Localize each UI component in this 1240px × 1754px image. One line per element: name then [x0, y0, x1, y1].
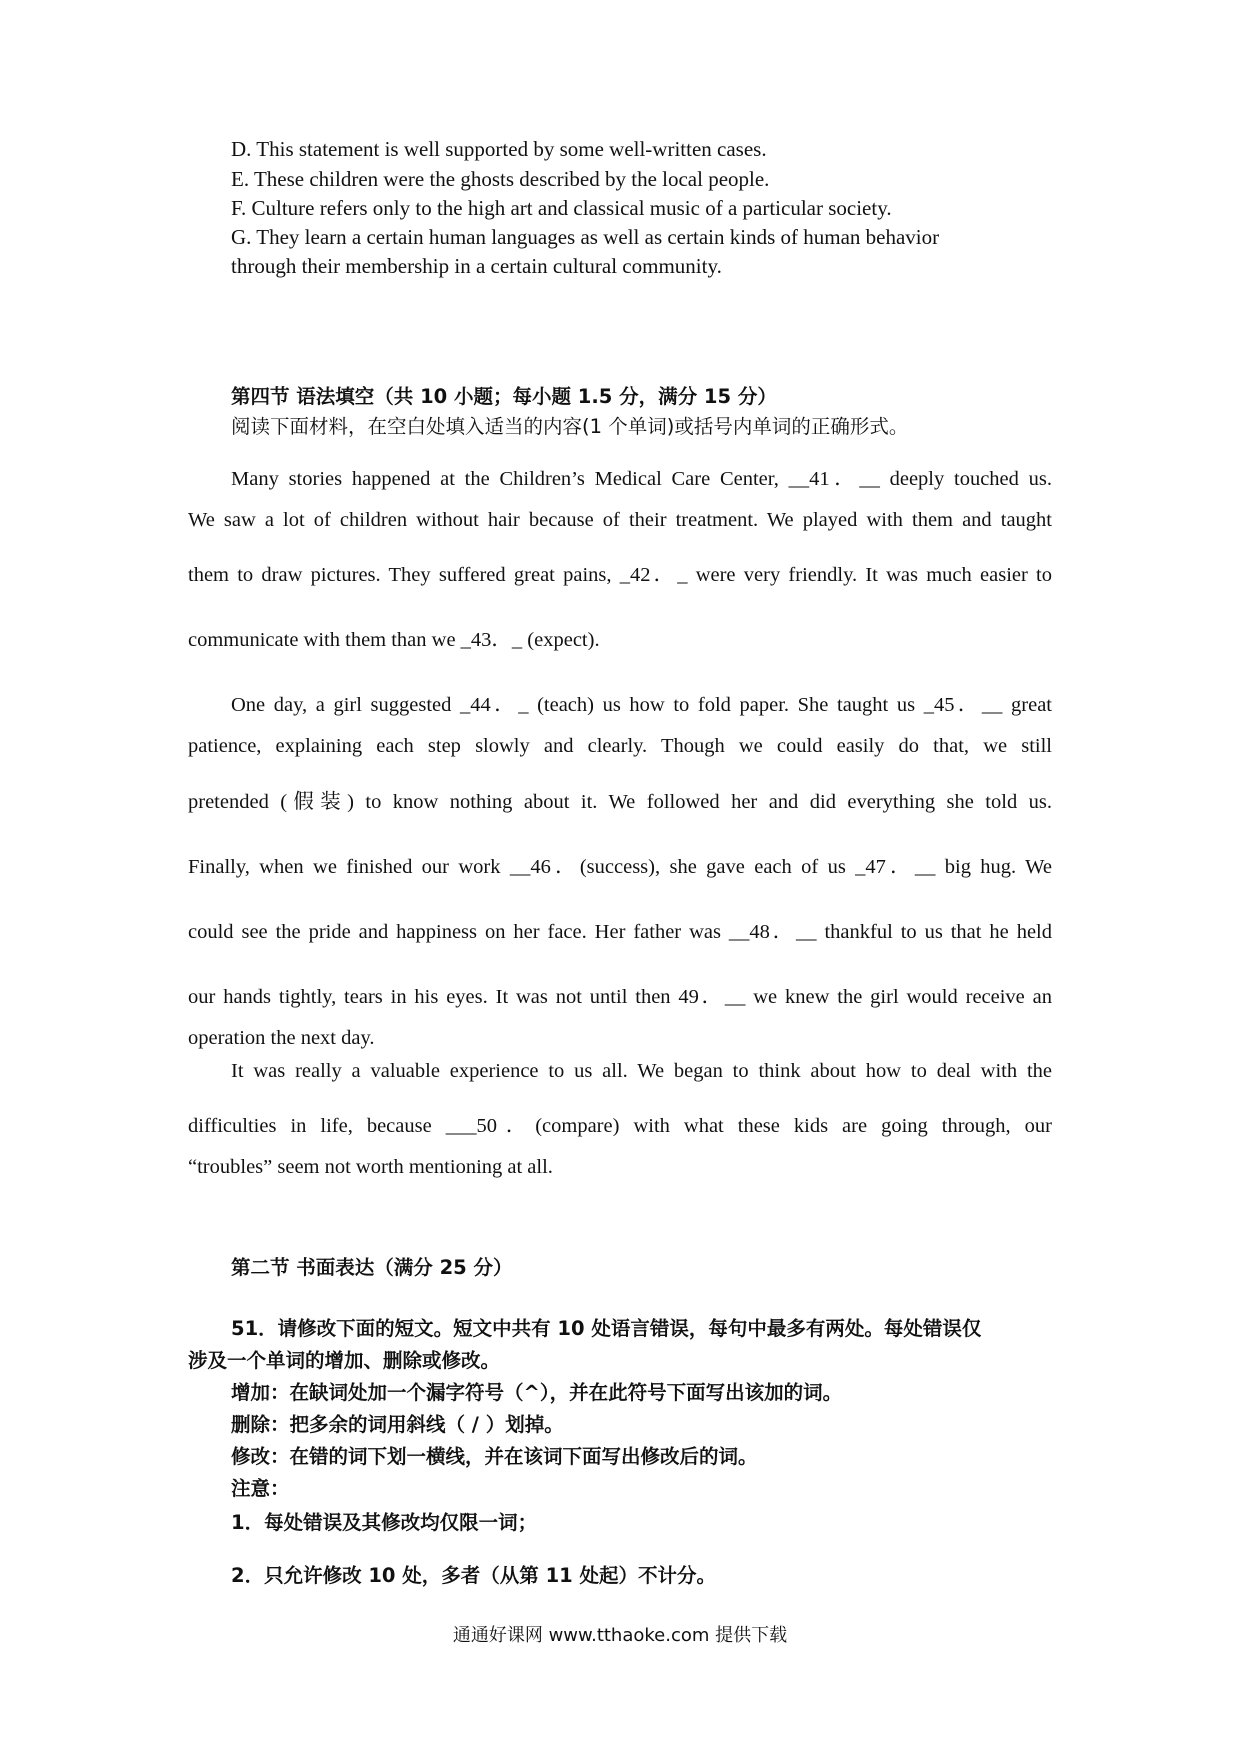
- q51-add-rule: 增加：在缺词处加一个漏字符号（^），并在此符号下面写出该加的词。: [231, 1381, 843, 1404]
- section4-instruction: 阅读下面材料，在空白处填入适当的内容(1 个单词)或括号内单词的正确形式。: [231, 415, 909, 438]
- passage-line: We saw a lot of children without hair because of their treatment. We played with them and taught: [188, 509, 1052, 531]
- passage-line: Finally, when we finished our work __46．(success), she gave each of us _47．__ big hug. We: [188, 856, 1052, 878]
- passage-line: Many stories happened at the Children’s Medical Care Center, __41．__ deeply touched us.: [231, 468, 1052, 490]
- passage-line: pretended (假装) to know nothing about it. We followed her and did everything she told us.: [188, 791, 1052, 813]
- page-footer: 通通好课网 www.tthaoke.com 提供下载: [452, 1625, 788, 1646]
- passage-line: One day, a girl suggested _44．_ (teach) us how to fold paper. She taught us _45．__ great: [231, 694, 1052, 716]
- passage-line: patience, explaining each step slowly and clearly. Though we could easily do that, we still: [188, 735, 1052, 757]
- q51-delete-rule: 删除：把多余的词用斜线（ / ）划掉。: [231, 1413, 564, 1436]
- option-e: E. These children were the ghosts described by the local people.: [231, 167, 770, 191]
- q51-note-2: 2．只允许修改 10 处，多者（从第 11 处起）不计分。: [231, 1564, 716, 1587]
- q51-line: 51．请修改下面的短文。短文中共有 10 处语言错误，每句中最多有两处。每处错误仅: [231, 1317, 982, 1340]
- section4-heading: 第四节 语法填空（共 10 小题；每小题 1.5 分，满分 15 分）: [231, 385, 777, 408]
- passage-line: communicate with them than we _43．_ (expect).: [188, 629, 600, 651]
- passage-line: operation the next day.: [188, 1027, 375, 1049]
- option-g: G. They learn a certain human languages as well as certain kinds of human behavior: [231, 225, 940, 249]
- q51-line: 涉及一个单词的增加、删除或修改。: [188, 1349, 501, 1372]
- option-f: F. Culture refers only to the high art and classical music of a particular society.: [231, 196, 892, 220]
- passage-line: our hands tightly, tears in his eyes. It was not until then 49．__ we knew the girl would receive an: [188, 986, 1052, 1008]
- q51-modify-rule: 修改：在错的词下划一横线，并在该词下面写出修改后的词。: [231, 1445, 758, 1468]
- q51-note-1: 1．每处错误及其修改均仅限一词；: [231, 1511, 538, 1534]
- option-d: D. This statement is well supported by some well-written cases.: [231, 137, 767, 161]
- passage-line: could see the pride and happiness on her face. Her father was __48．__ thankful to us that he held: [188, 921, 1052, 943]
- section2-heading: 第二节 书面表达（满分 25 分）: [231, 1256, 513, 1279]
- q51-note-label: 注意：: [231, 1477, 290, 1500]
- passage-line: difficulties in life, because ___50．(compare) with what these kids are going through, our: [188, 1115, 1052, 1137]
- passage-line: “troubles” seem not worth mentioning at all.: [188, 1156, 553, 1178]
- passage-line: It was really a valuable experience to us all. We began to think about how to deal with the: [231, 1060, 1052, 1082]
- option-g-continued: through their membership in a certain cultural community.: [231, 254, 722, 278]
- passage-line: them to draw pictures. They suffered great pains, _42．_ were very friendly. It was much easier to: [188, 564, 1052, 586]
